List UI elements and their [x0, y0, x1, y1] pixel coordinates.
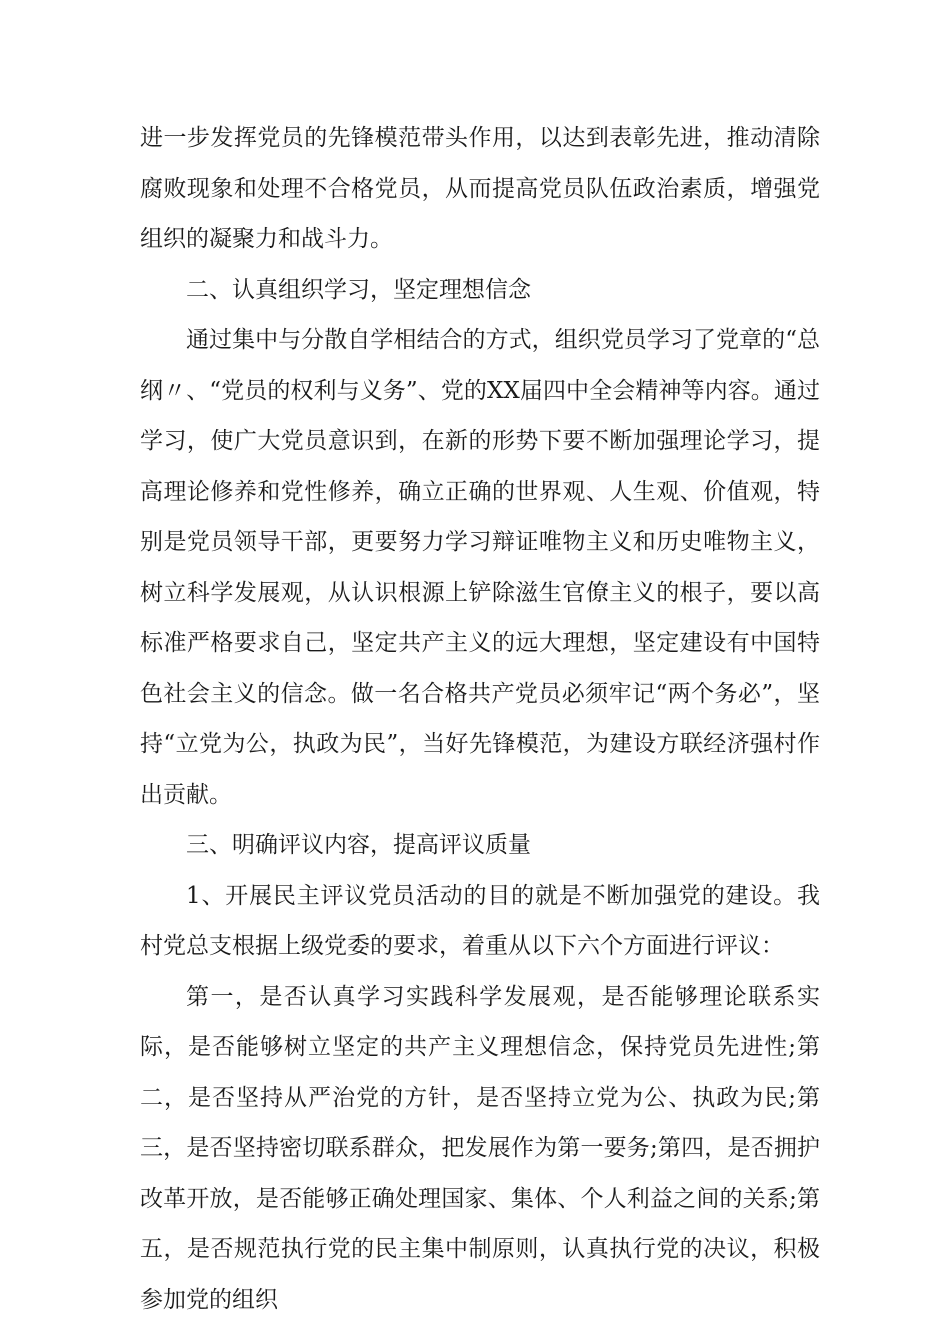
document-body	[140, 113, 820, 1325]
section-heading-3: 三、明确评议内容，提高评议质量	[186, 832, 531, 858]
paragraph-4: 第一，是否认真学习实践科学发展观，是否能够理论联系实际，是否能够树立坚定的共产主义理想信念，保持党员先进性;第二，是否坚持从严治党的方针，是否坚持立党为公、执政为民;第三，是否坚持密切联系群众，把发展作为第一要务;第四，是否拥护改革开放，是否能够正确处理国家、集体、个人利益之间的关系;第五，是否规范执行党的民主集中制原则，认真执行党的决议，积极参加党的组织	[140, 983, 820, 1313]
paragraph-1: 进一步发挥党员的先锋模范带头作用，以达到表彰先进，推动清除腐败现象和处理不合格党员，从而提高党员队伍政治素质，增强党组织的凝聚力和战斗力。	[140, 125, 820, 252]
section-heading-2: 二、认真组织学习，坚定理想信念	[186, 276, 531, 303]
paragraph-3: 1、开展民主评议党员活动的目的就是不断加强党的建设。我村党总支根据上级党委的要求，着重从以下六个方面进行评议：	[140, 882, 820, 959]
paragraph-2: 通过集中与分散自学相结合的方式，组织党员学习了党章的“总纲〃、“党员的权利与义务”、党的XX届四中全会精神等内容。通过学习，使广大党员意识到，在新的形势下要不断加强理论学习，提高理论修养和党性修养，确立正确的世界观、人生观、价值观，特别是党员领导干部，更要努力学习辩证唯物主义和历史唯物主义，树立科学发展观，从认识根源上铲除滋生官僚主义的根子，要以高标准严格要求自己，坚定共产主义的远大理想，坚定建设有中国特色社会主义的信念。做一名合格共产党员必须牢记“两个务必”，坚持“立党为公，执政为民”，当好先锋模范，为建设方联经济强村作出贡献。	[140, 327, 820, 808]
